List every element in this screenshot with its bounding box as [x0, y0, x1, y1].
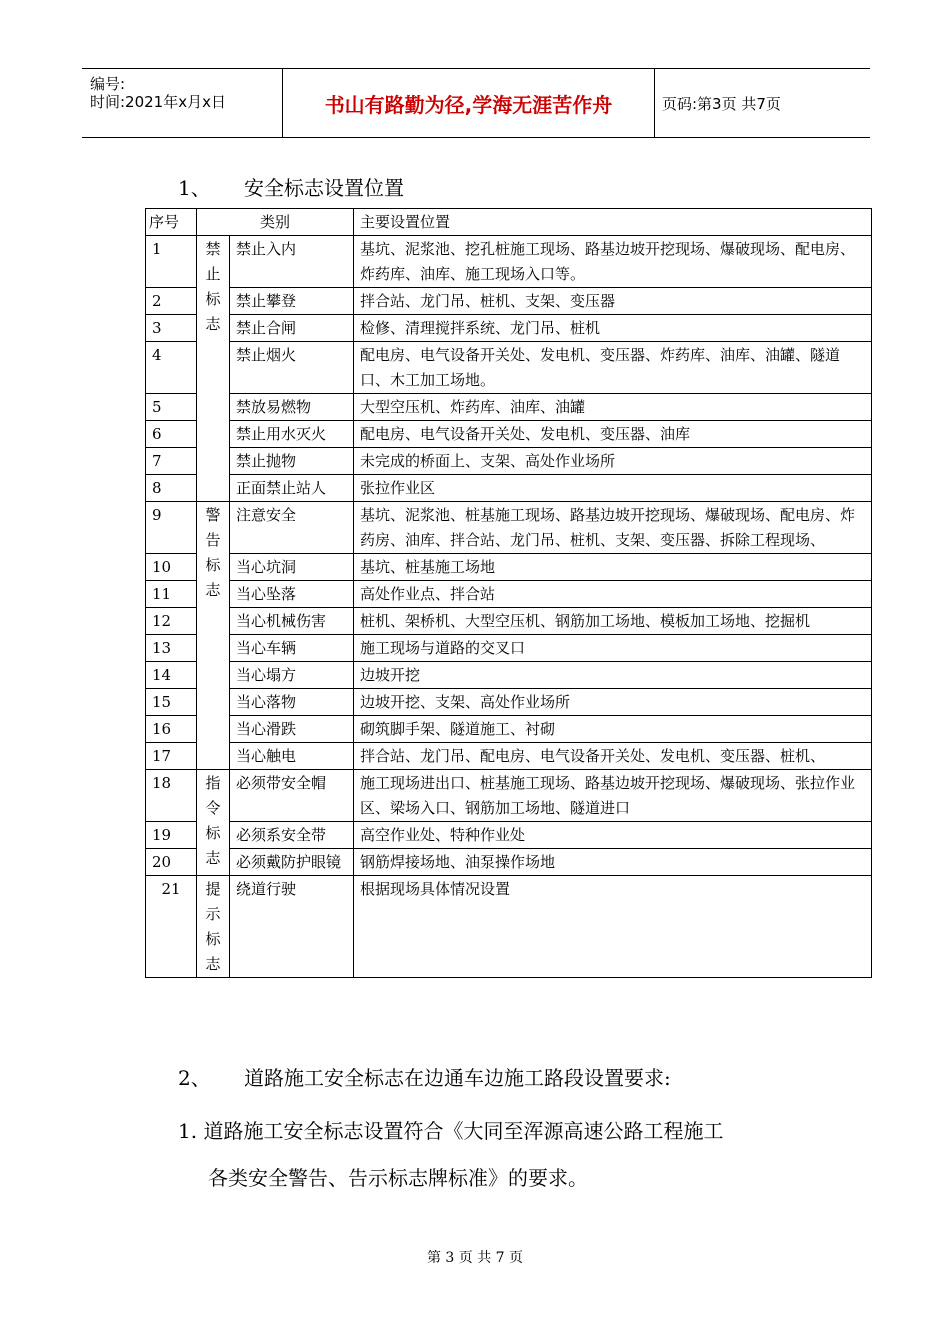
sign-name: 当心塌方 — [230, 662, 354, 689]
category-char: 指 — [205, 774, 221, 792]
sign-location: 桩机、架桥机、大型空压机、钢筋加工场地、模板加工场地、挖掘机 — [354, 608, 872, 635]
category-char: 标 — [205, 290, 221, 308]
row-no: 18 — [146, 770, 197, 822]
row-no: 19 — [146, 822, 197, 849]
row-no: 12 — [146, 608, 197, 635]
sign-name: 禁止抛物 — [230, 448, 354, 475]
row-no: 6 — [146, 421, 197, 448]
doc-code-label: 编号: — [90, 75, 126, 93]
category-char: 标 — [205, 930, 221, 948]
sign-location: 砌筑脚手架、隧道施工、衬砌 — [354, 716, 872, 743]
doc-time-label: 时间:2021年x月x日 — [90, 93, 226, 111]
table-row — [146, 315, 872, 342]
sign-name: 必须系安全带 — [230, 822, 354, 849]
header-meta-cell — [82, 69, 283, 137]
category-char: 警 — [205, 506, 221, 524]
table-row — [146, 448, 872, 475]
row-no: 16 — [146, 716, 197, 743]
table-row — [146, 288, 872, 315]
sign-name: 禁止合闸 — [230, 315, 354, 342]
paragraph-line-1: 1. 道路施工安全标志设置符合《大同至浑源高速公路工程施工 — [178, 1119, 724, 1143]
table-row — [146, 554, 872, 581]
sign-name: 当心触电 — [230, 743, 354, 770]
row-no: 15 — [146, 689, 197, 716]
table-row — [146, 421, 872, 448]
row-no: 10 — [146, 554, 197, 581]
category-char: 志 — [205, 849, 221, 867]
sign-location: 边坡开挖 — [354, 662, 872, 689]
sign-location: 配电房、电气设备开关处、发电机、变压器、炸药库、油库、油罐、隧道口、木工加工场地。 — [354, 342, 872, 394]
sign-name: 当心机械伤害 — [230, 608, 354, 635]
header-page-info: 页码:第3页 共7页 — [662, 95, 781, 113]
table-row — [146, 635, 872, 662]
section-1-title: 安全标志设置位置 — [244, 176, 404, 200]
sign-location: 钢筋焊接场地、油泵操作场地 — [354, 849, 872, 876]
category-char: 标 — [205, 556, 221, 574]
category-char: 告 — [205, 531, 221, 549]
sign-name: 禁止攀登 — [230, 288, 354, 315]
sign-name: 禁止用水灭火 — [230, 421, 354, 448]
section-2-heading — [178, 1062, 671, 1091]
category-char: 志 — [205, 955, 221, 973]
section-1-heading — [178, 172, 404, 201]
sign-location: 大型空压机、炸药库、油库、油罐 — [354, 394, 872, 421]
table-row — [146, 662, 872, 689]
table-row — [146, 689, 872, 716]
row-no: 11 — [146, 581, 197, 608]
row-no: 9 — [146, 502, 197, 554]
category-char: 止 — [205, 265, 221, 283]
sign-location: 配电房、电气设备开关处、发电机、变压器、油库 — [354, 421, 872, 448]
paragraph-line-2: 各类安全警告、告示标志牌标准》的要求。 — [208, 1166, 588, 1190]
table-row — [146, 608, 872, 635]
sign-location: 高空作业处、特种作业处 — [354, 822, 872, 849]
row-no: 14 — [146, 662, 197, 689]
row-no: 8 — [146, 475, 197, 502]
sign-name: 注意安全 — [230, 502, 354, 554]
sign-location: 拌合站、龙门吊、桩机、支架、变压器 — [354, 288, 872, 315]
sign-name: 当心滑跌 — [230, 716, 354, 743]
row-no: 3 — [146, 315, 197, 342]
page-footer: 第 3 页 共 7 页 — [426, 1250, 524, 1266]
page-header — [82, 68, 870, 138]
category-char: 禁 — [205, 240, 221, 258]
sign-location: 未完成的桥面上、支架、高处作业场所 — [354, 448, 872, 475]
sign-name: 禁止入内 — [230, 236, 354, 288]
sign-name: 禁放易燃物 — [230, 394, 354, 421]
header-motto: 书山有路勤为径,学海无涯苦作舟 — [283, 69, 655, 137]
sign-location: 基坑、泥浆池、桩基施工现场、路基边坡开挖现场、爆破现场、配电房、炸药房、油库、拌合站、龙门吊、桩机、支架、变压器、拆除工程现场、 — [354, 502, 872, 554]
row-no: 4 — [146, 342, 197, 394]
header-cell-no: 序号 — [146, 209, 197, 236]
category-char: 提 — [205, 880, 221, 898]
row-no: 20 — [146, 849, 197, 876]
row-no: 17 — [146, 743, 197, 770]
sign-location: 拌合站、龙门吊、配电房、电气设备开关处、发电机、变压器、桩机、 — [354, 743, 872, 770]
sign-name: 当心落物 — [230, 689, 354, 716]
table-header-row — [146, 209, 872, 236]
row-no: 5 — [146, 394, 197, 421]
sign-name: 必须戴防护眼镜 — [230, 849, 354, 876]
category-char: 示 — [205, 905, 221, 923]
sign-location: 张拉作业区 — [354, 475, 872, 502]
sign-name: 禁止烟火 — [230, 342, 354, 394]
header-cell-location: 主要设置位置 — [354, 209, 872, 236]
section-2-title: 道路施工安全标志在边通车边施工路段设置要求: — [244, 1066, 671, 1090]
category-char: 志 — [205, 315, 221, 333]
category-char: 标 — [205, 824, 221, 842]
sign-location: 根据现场具体情况设置 — [354, 876, 872, 978]
table-row — [146, 502, 872, 554]
sign-location: 基坑、泥浆池、挖孔桩施工现场、路基边坡开挖现场、爆破现场、配电房、炸药库、油库、施工现场入口等。 — [354, 236, 872, 288]
row-no: 13 — [146, 635, 197, 662]
sign-location: 高处作业点、拌合站 — [354, 581, 872, 608]
requirement-paragraph — [178, 1108, 828, 1202]
table-row — [146, 475, 872, 502]
table-row — [146, 743, 872, 770]
sign-location: 边坡开挖、支架、高处作业场所 — [354, 689, 872, 716]
table-row — [146, 849, 872, 876]
category-char: 志 — [205, 581, 221, 599]
sign-name: 当心坠落 — [230, 581, 354, 608]
category-warning — [197, 502, 230, 770]
header-cell-category: 类别 — [197, 209, 354, 236]
sign-name: 必须带安全帽 — [230, 770, 354, 822]
row-no: 2 — [146, 288, 197, 315]
row-no: 7 — [146, 448, 197, 475]
table-row — [146, 822, 872, 849]
sign-location: 基坑、桩基施工场地 — [354, 554, 872, 581]
table-row — [146, 876, 872, 978]
category-information — [197, 876, 230, 978]
sign-name: 当心车辆 — [230, 635, 354, 662]
table-row — [146, 394, 872, 421]
sign-name: 绕道行驶 — [230, 876, 354, 978]
section-2-number: 2、 — [178, 1066, 211, 1090]
sign-name: 当心坑洞 — [230, 554, 354, 581]
section-1-number: 1、 — [178, 176, 211, 200]
category-mandatory — [197, 770, 230, 876]
sign-location: 检修、清理搅拌系统、龙门吊、桩机 — [354, 315, 872, 342]
table-row — [146, 770, 872, 822]
safety-sign-table — [145, 208, 872, 978]
sign-location: 施工现场进出口、桩基施工现场、路基边坡开挖现场、爆破现场、张拉作业区、梁场入口、钢筋加工场地、隧道进口 — [354, 770, 872, 822]
sign-location: 施工现场与道路的交叉口 — [354, 635, 872, 662]
table-row — [146, 581, 872, 608]
table-row — [146, 342, 872, 394]
sign-name: 正面禁止站人 — [230, 475, 354, 502]
table-row — [146, 716, 872, 743]
category-prohibition — [197, 236, 230, 502]
row-no: 1 — [146, 236, 197, 288]
row-no: 21 — [146, 876, 197, 978]
table-row — [146, 236, 872, 288]
category-char: 令 — [205, 799, 221, 817]
